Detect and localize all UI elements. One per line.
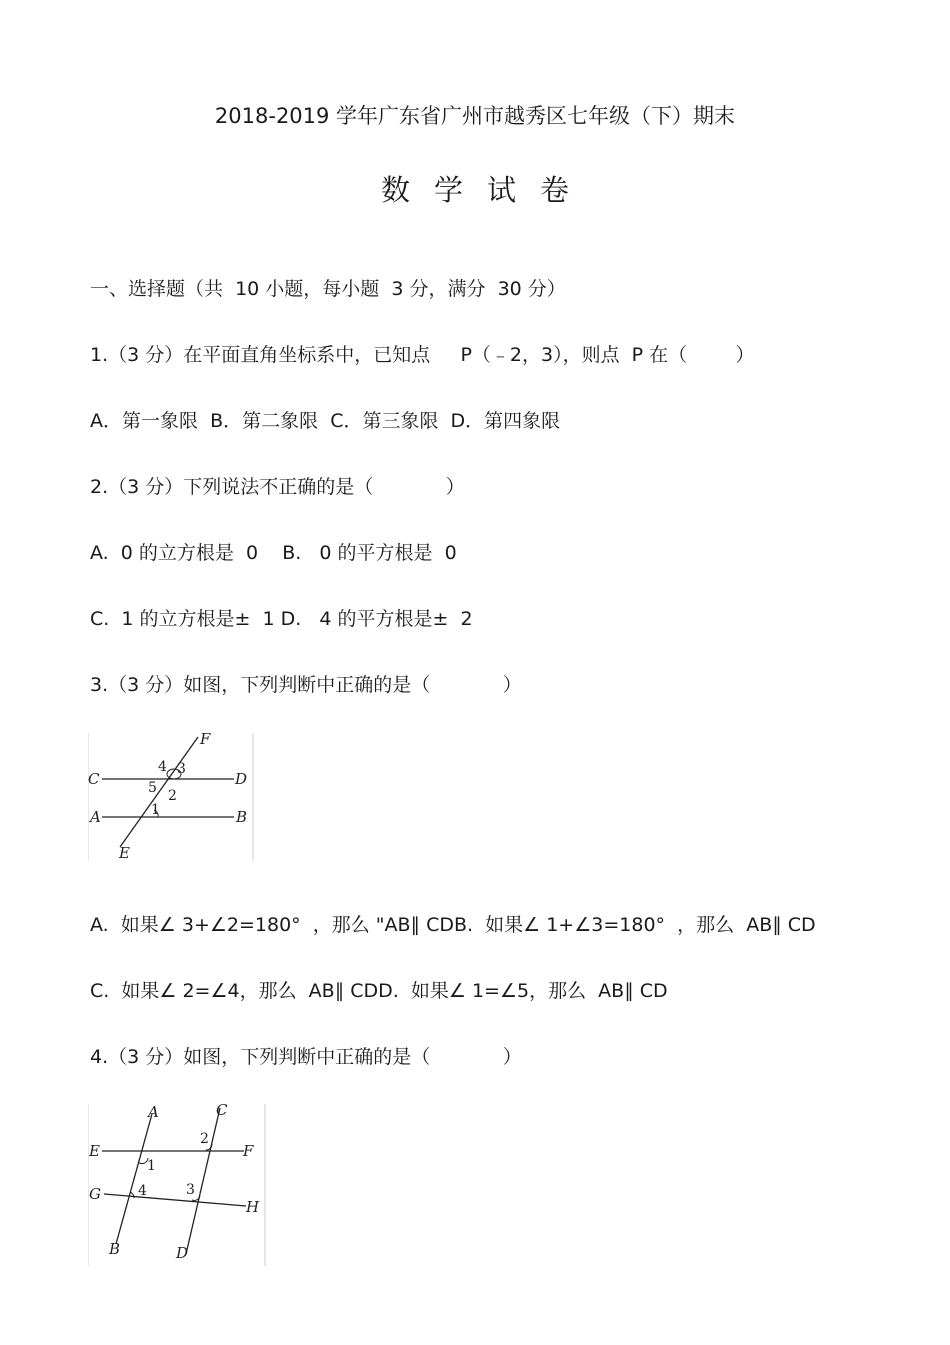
angle-2-label: 2 (168, 788, 177, 804)
label-D: D (235, 770, 248, 788)
label-B: B (236, 808, 248, 826)
angle-4-label: 4 (158, 759, 167, 775)
angle-5-label: 5 (148, 780, 157, 796)
label-C: C (216, 1104, 228, 1119)
label-A: A (148, 1104, 159, 1121)
question-3-figure (88, 733, 254, 861)
question-2-options-ab: A. 0 的立方根是 0 B. 0 的平方根是 0 (90, 542, 457, 564)
document-subtitle: 数学试卷 (380, 173, 593, 207)
question-2-options-cd: C. 1 的立方根是± 1 D. 4 的平方根是± 2 (90, 608, 473, 630)
question-4-figure (88, 1104, 266, 1266)
label-E: E (119, 844, 130, 861)
question-3-options-ab: A. 如果∠ 3+∠2=180° ，那么 "AB∥ CDB. 如果∠ 1+∠3=180° ，那么 AB∥ CD (90, 914, 816, 936)
label-C: C (88, 770, 100, 788)
label-B: B (109, 1240, 121, 1258)
question-3-stem: 3.（3 分）如图，下列判断中正确的是（ ） (90, 674, 522, 696)
angle-3-label: 3 (186, 1182, 195, 1198)
angle-3-label: 3 (177, 761, 186, 777)
document-title: 2018-2019 学年广东省广州市越秀区七年级（下）期末 (214, 104, 736, 128)
question-3-options-cd: C. 如果∠ 2=∠4，那么 AB∥ CDD. 如果∠ 1=∠5，那么 AB∥ CD (90, 980, 668, 1002)
label-E: E (89, 1142, 100, 1160)
question-4-stem: 4.（3 分）如图，下列判断中正确的是（ ） (90, 1046, 522, 1068)
label-F: F (200, 733, 211, 748)
angle-4-label: 4 (138, 1183, 147, 1199)
angle-1-label: 1 (147, 1158, 156, 1174)
label-G: G (89, 1185, 101, 1203)
question-1-options: A．第一象限 B．第二象限 C．第三象限 D．第四象限 (90, 410, 561, 432)
label-A: A (90, 808, 101, 826)
section-heading: 一、选择题（共 10 小题，每小题 3 分，满分 30 分） (90, 278, 566, 300)
question-2-stem: 2.（3 分）下列说法不正确的是（ ） (90, 476, 465, 498)
label-D: D (176, 1244, 189, 1262)
label-H: H (246, 1198, 260, 1216)
label-F: F (243, 1142, 254, 1160)
angle-1-label: 1 (151, 802, 160, 818)
question-1-stem: 1.（3 分）在平面直角坐标系中，已知点 P（﹣2，3），则点 P 在（ ） (90, 344, 755, 366)
angle-2-label: 2 (200, 1131, 209, 1147)
